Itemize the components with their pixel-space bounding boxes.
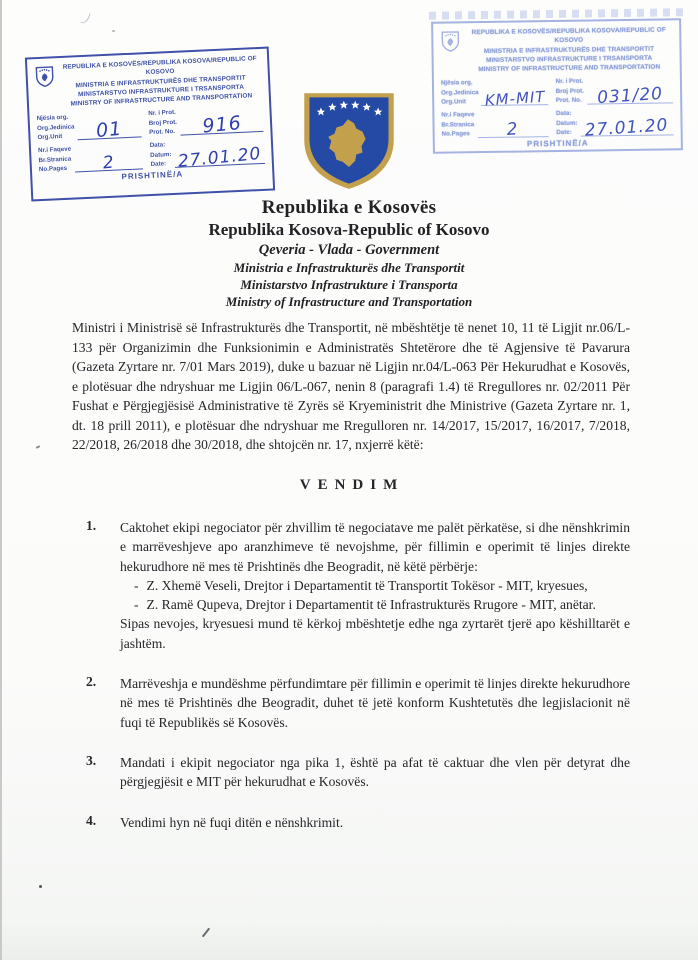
stamp-field-pages: Nr.i Faqeve Br.Stranica No.Pages 2 xyxy=(441,109,548,138)
handwritten-prot-no: 916 xyxy=(201,112,243,138)
decision-item-1 xyxy=(72,518,630,653)
stamp-header xyxy=(34,54,262,111)
negotiator-entry xyxy=(134,576,630,595)
decision-item-4 xyxy=(72,813,630,832)
item-text: Vendimi hyn në fuqi ditën e nënshkrimit. xyxy=(120,814,344,830)
negotiator-entry xyxy=(134,595,630,614)
item-text: Mandati i ekipit negociator nga pika 1, është pa afat të caktuar dhe vlen për detyrat dhe përgjegjësit e MIT për hekurudhat e Kosovës. xyxy=(120,754,630,790)
handwritten-pages: 2 xyxy=(101,152,116,174)
letterhead xyxy=(0,197,698,310)
stamp-ministry-lines: REPUBLIKA E KOSOVËS/REPUBLIKA KOSOVA/REPUBLIC OF KOSOVO MINISTRIA E INFRASTRUKTURËS DHE TRANSPORTIT MINISTARSTVO INFRASTRUKTURE I TRSANSPORTA MINISTRY OF INFRASTRUCTURE AND TRANSPORTATION xyxy=(62,55,257,108)
legal-preamble: Ministri i Ministrisë së Infrastrukturës dhe Transportit, në mbështëtje të nenet 10, 11 të Ligjit nr.06/L-133 për Organizimin dhe Funksionimin e Administratës Shtetërore dhe të Agjensive të Pavarura (Gazeta Zyrtare nr. 7/01 Mars 2019), duke u bazuar në Ligjin nr.04/L-063 Për Hekurudhat e Kosovës, e plotësuar dhe ndryshuar me Ligjin 06/L-067, nenin 8 (paragrafi 1.4) të Rregullores nr. 02/2011 Për Fushat e Përgjegjësisë Administrative të Zyrës së Kryeministrit dhe Ministrive (Gazeta Zyrtare nr. 1, dt. 18 prill 2011), e plotësuar dhe ndryshuar me Rregulloren nr. 14/2017, 15/2017, 16/2017, 7/2018, 22/2018, 26/2018 dhe 30/2018, dhe shtojcën nr. 17, nxjerrë këtë: xyxy=(72,320,630,453)
negotiator-name: Z. Ramë Qupeva, Drejtor i Departamentit të Infrastrukturës Rrugore - MIT, anëtar. xyxy=(146,597,596,613)
registry-stamp-right xyxy=(431,18,683,153)
ministry-name-sq: Ministria e Infrastrukturës dhe Transportit xyxy=(233,260,465,275)
item-number: 3. xyxy=(86,752,97,768)
stamp-ministry-lines: REPUBLIKA E KOSOVËS/REPUBLIKA KOSOVA/REPUBLIC OF KOSOVO MINISTRIA E INFRASTRUKTURËS DHE TRANSPORTIT MINISTARSTVO INFRASTRUKTURE I TRSANSPORTA MINISTRY OF INFRASTRUCTURE AND TRANSPORTATION xyxy=(471,26,666,74)
stamp-field-pages: Nr.i Faqeve Br.Stranica No.Pages 2 xyxy=(38,142,143,175)
stamp-fields xyxy=(441,76,674,139)
stamp-field-date: Data: Datum: Date: 27.01.20 xyxy=(150,136,265,169)
kosovo-coat-of-arms xyxy=(296,88,402,192)
handwritten-prot-no: 031/20 xyxy=(596,84,664,109)
stamp-field-prot-no: Nr. i Prot. Broj Prot. Prot. No. 031/20 xyxy=(556,76,674,106)
stamp-city-label: PRISHTINË/A xyxy=(526,138,589,149)
decision-items xyxy=(72,518,630,832)
kosovo-shield-icon xyxy=(440,29,460,53)
item-number: 4. xyxy=(86,812,97,828)
scan-slash-mark xyxy=(202,928,210,938)
stamp-field-date: Data: Datum: Date: 27.01.20 xyxy=(556,108,674,138)
dash-marker: - xyxy=(134,597,139,613)
decision-item-3 xyxy=(72,753,630,792)
handwritten-pages: 2 xyxy=(506,119,520,141)
handwritten-org-unit: 01 xyxy=(95,117,124,143)
republic-name-multilingual: Republika Kosova-Republic of Kosovo xyxy=(208,220,490,239)
stamp-field-org-unit: Njësia org. Org.Jedinica Org.Unit 01 xyxy=(36,110,141,143)
scan-speck xyxy=(39,885,42,888)
stamp-header xyxy=(440,25,673,75)
ministry-name-en: Ministry of Infrastructure and Transportation xyxy=(225,294,473,309)
decision-item-2 xyxy=(72,674,630,732)
kosovo-shield-icon xyxy=(34,64,55,89)
document-body xyxy=(72,318,630,853)
decision-title: VENDIM xyxy=(299,476,405,493)
handwritten-org-unit: KM-MIT xyxy=(483,87,546,110)
government-line: Qeveria - Vlada - Government xyxy=(258,242,440,258)
scan-edge-shadow xyxy=(0,0,2,960)
registry-stamp-left xyxy=(25,47,275,202)
stamp-fields xyxy=(36,104,264,174)
item-text: Marrëveshja e mundëshme përfundimtare për fillimin e operimit të linjes direkte hekurudhore në mes të Prishtinës dhe Beogradit, duhet të jetë konform Kushtetutës dhe legjislacionit në fuqi të Republikës së Kosovës. xyxy=(120,676,630,730)
item-text: Caktohet ekipi negociator për zhvillim të negociatave me palët përkatëse, si dhe nënshkrimin e marrëveshjeve apo aranzhimeve të nevojshme, për fillimin e operimit të linjes direkte hekurudhore në mes të Prishtinës dhe Beogradit, në këtë përbërje: xyxy=(120,519,630,574)
republic-name-sq: Republika e Kosovës xyxy=(261,197,437,218)
stamp-city-label: PRISHTINË/A xyxy=(121,169,184,182)
negotiator-list xyxy=(134,576,630,615)
stamp-field-org-unit: Njësia org. Org.Jedinica Org.Unit KM-MIT xyxy=(441,78,548,107)
negotiator-name: Z. Xhemë Veseli, Drejtor i Departamentit të Transportit Tokësor - MIT, kryesues, xyxy=(146,577,588,593)
pen-scribble-artifact xyxy=(80,11,90,25)
item-note: Sipas nevojes, kryesuesi mund të kërkoj mbështetje edhe nga zyrtarët tjerë apo këshilltarët e jashtëm. xyxy=(120,616,630,651)
handwritten-date: 27.01.20 xyxy=(177,144,263,173)
handwritten-date: 27.01.20 xyxy=(584,115,670,141)
ministry-name-sr: Ministarstvo Infrastrukture i Transporta xyxy=(240,277,458,292)
stamp-field-prot-no: Nr. i Prot. Broj Prot. Prot. No. 916 xyxy=(148,104,263,137)
scan-speck xyxy=(112,30,115,32)
scan-speck xyxy=(36,445,40,449)
dash-marker: - xyxy=(134,577,139,593)
item-number: 1. xyxy=(86,517,97,533)
item-number: 2. xyxy=(86,674,97,690)
